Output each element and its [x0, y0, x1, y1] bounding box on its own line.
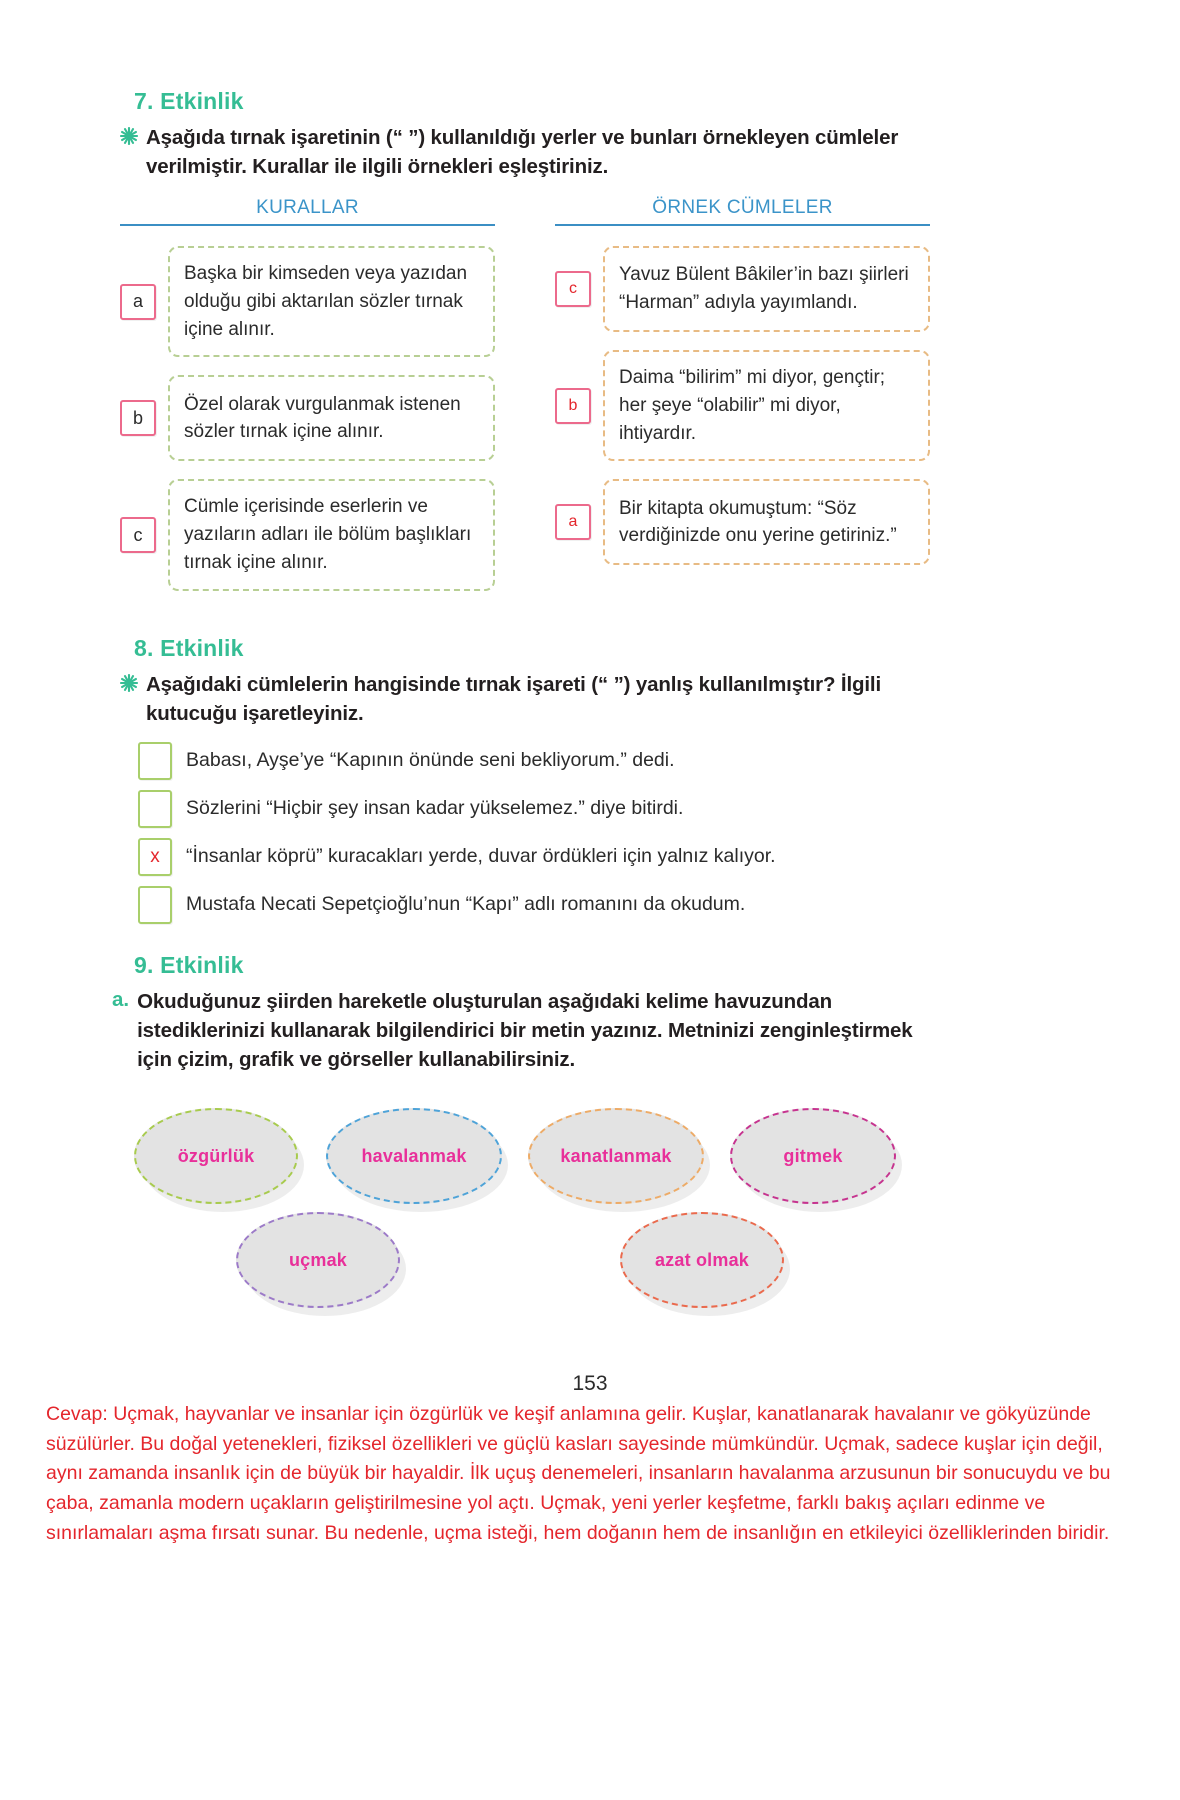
rule-row: [120, 479, 495, 590]
activity-8-title: 8. Etkinlik: [134, 634, 244, 661]
activity-9-title: 9. Etkinlik: [134, 951, 244, 978]
option-row: [138, 790, 930, 828]
page-content: [112, 88, 930, 1310]
rule-letter-box[interactable]: c: [120, 517, 156, 553]
activity-7-prompt: Aşağıda tırnak işaretinin (“ ”) kullanıldığı yerler ve bunları örnekleyen cümleler verilmiştir. Kurallar ile ilgili örnekleri eşleştiriniz.: [146, 126, 899, 179]
rule-card: Özel olarak vurgulanmak istenen sözler tırnak içine alınır.: [168, 375, 495, 461]
activity-8-prompt: Aşağıdaki cümlelerin hangisinde tırnak işareti (“ ”) yanlış kullanılmıştır? İlgili kutucuğu işaretleyiniz.: [146, 672, 882, 725]
activity-8-options: [138, 742, 930, 924]
activity-9-item-letter: a.: [112, 987, 130, 1011]
rule-row: [120, 246, 495, 357]
activity-7-title: 7. Etkinlik: [134, 88, 244, 114]
option-row: [138, 838, 930, 876]
activity-7-prompt-row: [120, 123, 930, 181]
option-checkbox[interactable]: [138, 742, 172, 780]
word-pool: [120, 1100, 930, 1310]
rule-card: Cümle içerisinde eserlerin ve yazıların adları ile bölüm başlıkları tırnak içine alınır.: [168, 479, 495, 590]
option-label: Mustafa Necati Sepetçioğlu’nun “Kapı” adlı romanını da okudum.: [186, 893, 746, 916]
word-bubble-kanatlanmak[interactable]: [528, 1108, 704, 1204]
sample-card: Daima “bilirim” mi diyor, gençtir; her şeye “olabilir” mi diyor, ihtiyardır.: [603, 350, 930, 461]
option-label: Babası, Ayşe’ye “Kapının önünde seni bekliyorum.” dedi.: [186, 749, 675, 772]
activity-9-prompt: Okuduğunuz şiirden hareketle oluşturulan aşağıdaki kelime havuzundan istediklerinizi kullanarak bilgilendirici bir metin yazınız. Metninizi zenginleştirmek için çizim, grafik ve görseller kullanabilirsiniz.: [137, 989, 913, 1072]
rule-card: Başka bir kimseden veya yazıdan olduğu gibi aktarılan sözler tırnak içine alınır.: [168, 246, 495, 357]
sample-answer-box[interactable]: a: [555, 504, 591, 540]
samples-column-header: ÖRNEK CÜMLELER: [652, 197, 833, 219]
word-bubble-havalanmak[interactable]: [326, 1108, 502, 1204]
rules-column: [120, 197, 495, 608]
samples-column: [555, 197, 930, 608]
word-bubble-label: uçmak: [288, 1249, 348, 1270]
rules-column-header: KURALLAR: [256, 197, 359, 219]
asterisk-icon: [120, 674, 138, 696]
option-checkbox[interactable]: [138, 886, 172, 924]
page-number: 153: [572, 1372, 608, 1395]
word-bubble-ucmak[interactable]: [236, 1212, 400, 1308]
option-label: “İnsanlar köprü” kuracakları yerde, duvar ördükleri için yalnız kalıyor.: [186, 845, 776, 868]
rule-letter-box[interactable]: a: [120, 284, 156, 320]
sample-row: [555, 350, 930, 461]
rule-letter-box[interactable]: b: [120, 400, 156, 436]
word-bubble-label: havalanmak: [361, 1145, 467, 1166]
option-row: [138, 886, 930, 924]
answer-paragraph: Cevap: Uçmak, hayvanlar ve insanlar için özgürlük ve keşif anlamına gelir. Kuşlar, kanatlanarak havalanır ve gökyüzünde süzülürler. Bu doğal yetenekleri, fiziksel özellikleri ve güçlü kasları sayesinde mümkündür. Uçmak, sadece kuşlar için değil, aynı zamanda insanlık için de büyük bir hayaldir. İlk uçuş denemeleri, insanların havalanma arzusunun bir sonucuydu ve bu çaba, zamanla modern uçakların geliştirilmesine yol açtı. Uçmak, yeni yerler keşfetme, farklı bakış açıları edinme ve sınırlamaları aşma fırsatı sunar. Bu nedenle, uçma isteği, hem doğanın hem de insanlığın en etkileyici özelliklerinden biridir.: [46, 1403, 1111, 1544]
word-bubble-azat-olmak[interactable]: [620, 1212, 784, 1308]
word-bubble-label: kanatlanmak: [560, 1145, 672, 1166]
option-checkbox[interactable]: [138, 790, 172, 828]
rules-column-divider: [120, 224, 495, 226]
sample-row: [555, 479, 930, 565]
word-bubble-gitmek[interactable]: [730, 1108, 896, 1204]
activity-8-prompt-row: [120, 670, 930, 728]
sample-card: Bir kitapta okumuştum: “Söz verdiğinizde onu yerine getiriniz.”: [603, 479, 930, 565]
word-bubble-label: azat olmak: [654, 1249, 750, 1270]
option-row: [138, 742, 930, 780]
sample-answer-box[interactable]: b: [555, 388, 591, 424]
word-bubble-label: gitmek: [783, 1145, 843, 1166]
rule-row: [120, 375, 495, 461]
activity-9-prompt-row: [112, 987, 930, 1074]
asterisk-icon: [120, 127, 138, 149]
option-label: Sözlerini “Hiçbir şey insan kadar yükselemez.” diye bitirdi.: [186, 797, 684, 820]
word-bubble-ozgurluk[interactable]: [134, 1108, 298, 1204]
matching-exercise: [120, 197, 930, 608]
sample-row: [555, 246, 930, 332]
option-checkbox-selected[interactable]: x: [138, 838, 172, 876]
sample-answer-box[interactable]: c: [555, 271, 591, 307]
sample-card: Yavuz Bülent Bâkiler’in bazı şiirleri “Harman” adıyla yayımlandı.: [603, 246, 930, 332]
samples-column-divider: [555, 224, 930, 226]
word-bubble-label: özgürlük: [177, 1145, 255, 1166]
